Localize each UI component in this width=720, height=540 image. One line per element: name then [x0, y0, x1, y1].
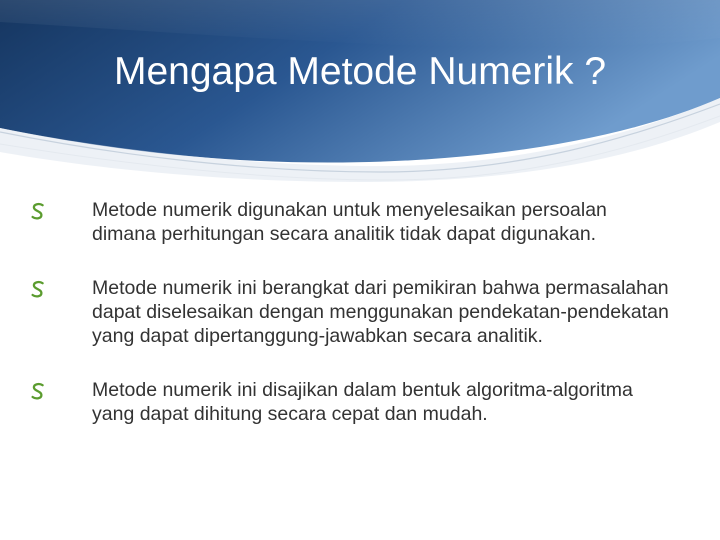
bullet-text: Metode numerik ini berangkat dari pemikiran bahwa permasalahan dapat diselesaikan dengan menggunakan pendekatan-pendekatan yang dapat dipertanggung-jawabkan secara analitik.	[92, 277, 669, 347]
slide-title: Mengapa Metode Numerik ?	[113, 50, 607, 93]
bullet-list	[30, 198, 670, 456]
bullet-text: Metode numerik digunakan untuk menyelesaikan persoalan dimana perhitungan secara analitik tidak dapat digunakan.	[92, 199, 607, 245]
s-swirl-bullet-icon	[30, 382, 46, 402]
bullet-item	[30, 198, 670, 246]
bullet-item	[30, 378, 670, 426]
bullet-item	[30, 276, 670, 348]
header-background	[0, 0, 720, 200]
s-swirl-bullet-icon	[30, 280, 46, 300]
bullet-text: Metode numerik ini disajikan dalam bentuk algoritma-algoritma yang dapat dihitung secara cepat dan mudah.	[92, 379, 633, 425]
s-swirl-bullet-icon	[30, 202, 46, 222]
